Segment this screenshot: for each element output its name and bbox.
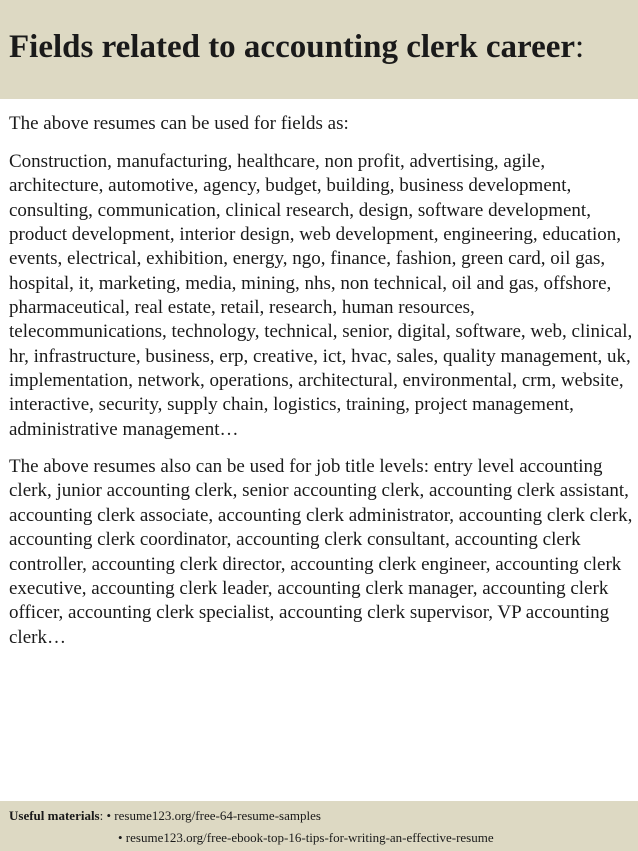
header-banner xyxy=(0,0,638,99)
footer-row-second xyxy=(9,827,638,849)
page-title xyxy=(9,25,638,69)
page-title-text: Fields related to accounting clerk career xyxy=(9,29,576,65)
intro-text: The above resumes can be used for fields as: xyxy=(9,113,349,134)
fields-paragraph: Construction, manufacturing, healthcare, non profit, advertising, agile, architecture, automotive, agency, budget, building, business development, consulting, communication, clinical research, design, software development, product development, interior design, web development, engineering, education, events, electrical, exhibition, energy, ngo, finance, fashion, green card, oil gas, hospital, it, marketing, media, mining, nhs, non technical, oil and gas, offshore, pharmaceutical, real estate, retail, research, human resources, telecommunications, technology, technical, senior, digital, software, web, clinical, hr, infrastructure, business, erp, creative, ict, hvac, sales, quality management, uk, implementation, network, operations, architectural, environmental, crm, website, interactive, security, supply chain, logistics, training, project management, administrative management… xyxy=(9,151,633,440)
useful-materials-colon: : xyxy=(99,808,107,823)
main-content xyxy=(9,112,633,650)
useful-materials-label: Useful materials xyxy=(9,808,100,823)
footer-banner xyxy=(0,801,638,851)
job-levels-paragraph: The above resumes also can be used for job title levels: entry level accounting clerk, junior accounting clerk, senior accounting clerk, accounting clerk assistant, accounting clerk associate, accounting clerk administrator, accounting clerk clerk, accounting clerk coordinator, accounting clerk consultant, accounting clerk controller, accounting clerk director, accounting clerk engineer, accounting clerk executive, accounting clerk leader, accounting clerk manager, accounting clerk officer, accounting clerk specialist, accounting clerk supervisor, VP accounting clerk… xyxy=(9,456,633,648)
footer-row-first xyxy=(9,805,638,827)
resource-link-resume-samples[interactable]: • resume123.org/free-64-resume-samples xyxy=(106,808,321,823)
resource-link-ebook-tips[interactable]: • resume123.org/free-ebook-top-16-tips-for-writing-an-effective-resume xyxy=(118,830,494,845)
page-title-colon: : xyxy=(575,29,585,65)
